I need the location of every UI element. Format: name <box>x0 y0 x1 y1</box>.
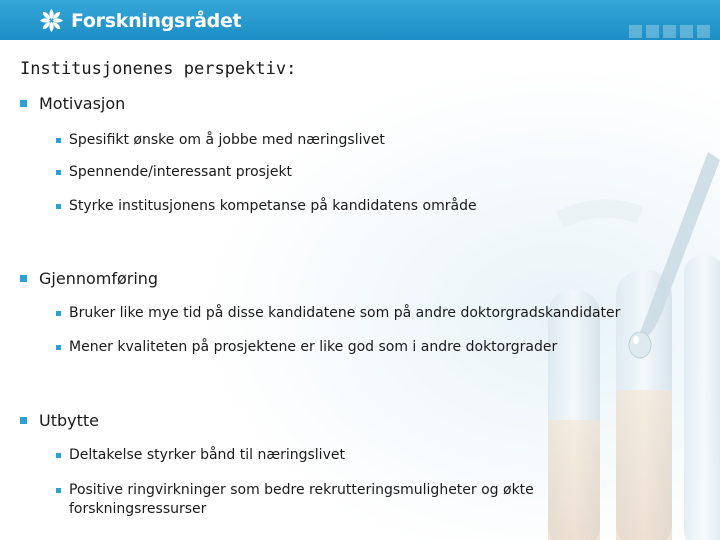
list-item-text: Bruker like mye tid på disse kandidatene som på andre doktorgradskandidater <box>69 305 621 321</box>
list-item-text: Styrke institusjonens kompetanse på kandidatens område <box>69 198 477 214</box>
bullet-square-icon <box>56 345 61 350</box>
section-heading-motivasjon <box>20 94 125 113</box>
list-item <box>56 338 649 357</box>
list-item-text: Mener kvaliteten på prosjektene er like god som i andre doktorgrader <box>69 339 558 355</box>
bullet-square-icon <box>56 453 61 458</box>
slide-title: Institusjonenes perspektiv: <box>20 59 297 79</box>
list-item <box>56 481 649 519</box>
section-heading-text: Gjennomføring <box>39 269 159 288</box>
list-item <box>56 304 649 323</box>
section-heading-utbytte <box>20 411 99 430</box>
list-item-text: Spennende/interessant prosjekt <box>69 164 293 180</box>
bullet-square-icon <box>20 100 27 107</box>
list-item <box>56 446 649 465</box>
bullet-square-icon <box>20 275 27 282</box>
section-heading-text: Motivasjon <box>39 94 126 113</box>
section-heading-gjennomforing <box>20 269 158 288</box>
bullet-square-icon <box>56 488 61 493</box>
bullet-square-icon <box>20 417 27 424</box>
bullet-square-icon <box>56 170 61 175</box>
list-item <box>56 197 649 216</box>
logo-text: Forskningsrådet <box>71 9 242 32</box>
section-heading-text: Utbytte <box>39 411 99 430</box>
bullet-square-icon <box>56 311 61 316</box>
list-item-text: Deltakelse styrker bånd til næringslivet <box>69 447 345 463</box>
list-item <box>56 163 649 182</box>
list-item <box>56 131 649 150</box>
bullet-square-icon <box>56 138 61 143</box>
list-item-text: Positive ringvirkninger som bedre rekrutteringsmuligheter og økte forskningsressurser <box>69 482 534 517</box>
bullet-square-icon <box>56 204 61 209</box>
list-item-text: Spesifikt ønske om å jobbe med næringslivet <box>69 132 385 148</box>
